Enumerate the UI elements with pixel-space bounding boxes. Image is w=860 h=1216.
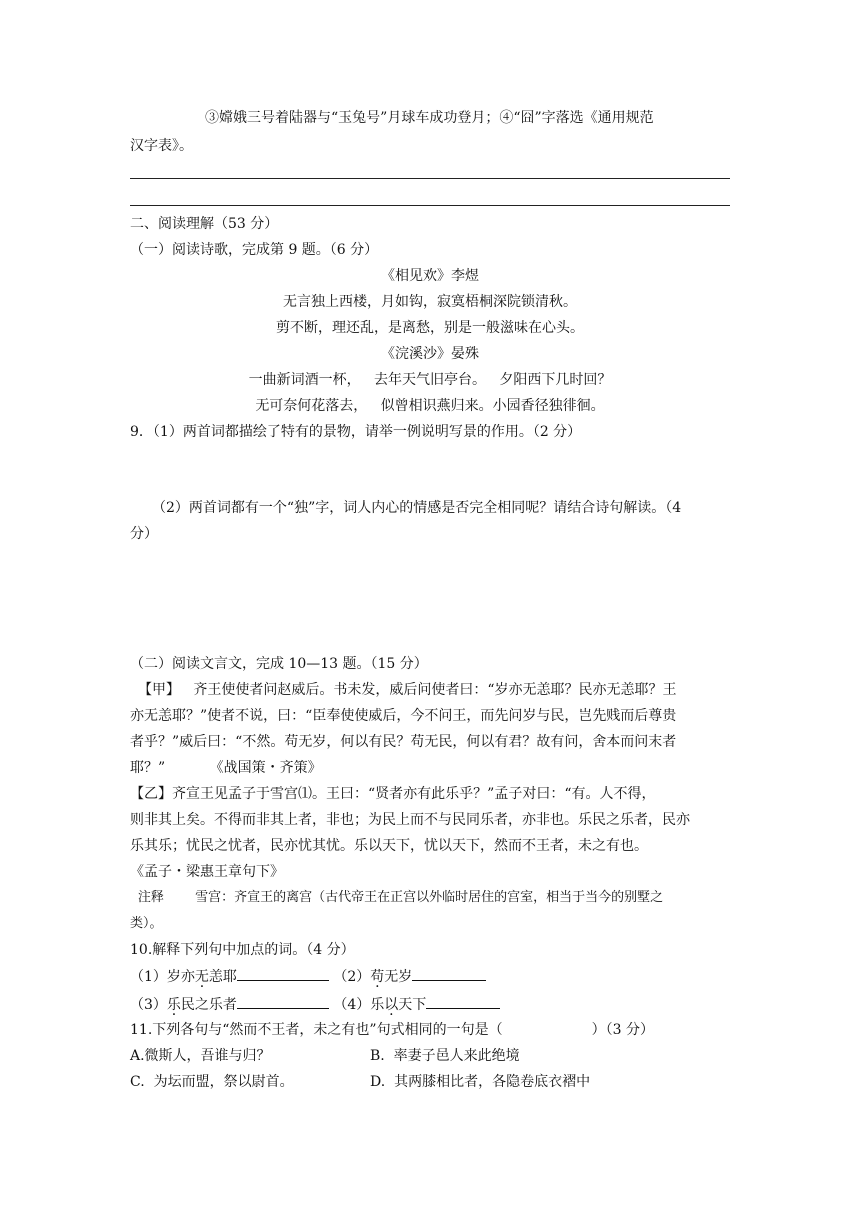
- option-b[interactable]: B. 率妻子邑人来此绝境: [370, 1048, 520, 1064]
- answer-blank[interactable]: [237, 994, 329, 1009]
- poem1-title: 《相见欢》李煜: [381, 268, 479, 284]
- dotted-word: 乐: [166, 997, 181, 1013]
- section-heading: 二、阅读理解（53 分）: [130, 216, 279, 232]
- q10-item-number: （2）: [333, 969, 371, 985]
- q10-item-text: 天下: [398, 997, 427, 1013]
- question-9-1: 9．（1）两首词都描绘了特有的景物，请举一例说明写景的作用。（2 分）: [130, 424, 582, 440]
- answer-blank[interactable]: [426, 994, 500, 1009]
- q10-item-text: 民之乐者: [180, 997, 237, 1013]
- passage-yi-line-2: 则非其上矣。不得而非其上者，非也；为民上而不与民同乐者，亦非也。乐民之乐者，民亦: [130, 812, 690, 828]
- passage-yi-line-4: 《孟子・梁惠王章句下》: [130, 864, 284, 880]
- question-11: 11.下列各句与“然而不王者，未之有也”句式相同的一句是（ ）（3 分）: [130, 1022, 654, 1038]
- passage-jia-line-1: 【甲】 齐王使使者问赵威后。书未发，威后问使者曰：“岁亦无恙耶？民亦无恙耶？王: [138, 682, 677, 698]
- answer-blank[interactable]: [412, 966, 486, 981]
- poem2-line-2: 无可奈何花落去， 似曾相识燕归来。小园香径独徘徊。: [255, 398, 605, 414]
- q10-item-text: 岁亦: [166, 969, 195, 985]
- question-9-2-line-2: 分）: [130, 526, 158, 542]
- answer-line-2: [130, 205, 730, 206]
- question-9-2-line-1: （2）两首词都有一个“独”字，词人内心的情感是否完全相同呢？请结合诗句解读。（4: [152, 500, 682, 516]
- q10-item-number: （3）: [130, 997, 167, 1013]
- intro-line-1: ③嫦娥三号着陆器与“玉兔号”月球车成功登月；④“囧”字落选《通用规范: [205, 110, 654, 126]
- answer-blank[interactable]: [237, 966, 329, 981]
- poem1-line-2: 剪不断，理还乱，是离愁，别是一般滋味在心头。: [276, 320, 584, 336]
- dotted-word: 以: [384, 997, 399, 1013]
- passage-jia-line-3: 者乎？”威后曰：“不然。苟无岁，何以有民？苟无民，何以有君？故有问，舍本而问末者: [130, 734, 677, 750]
- passage-jia-line-2: 亦无恙耶？”使者不说，曰：“臣奉使使威后，今不问王，而先问岁与民，岂先贱而后尊贵: [130, 708, 677, 724]
- intro-line-2: 汉字表》。: [130, 138, 193, 154]
- option-c[interactable]: C. 为坛而盟，祭以尉首。: [130, 1074, 294, 1090]
- poem2-title: 《浣溪沙》晏殊: [381, 346, 479, 362]
- option-a[interactable]: A.微斯人，吾谁与归？: [130, 1048, 271, 1064]
- poem1-line-1: 无言独上西楼，月如钩，寂寞梧桐深院锁清秋。: [283, 294, 577, 310]
- poem2-line-1: 一曲新词酒一杯， 去年天气旧亭台。 夕阳西下几时回？: [248, 372, 612, 388]
- answer-line-1: [130, 178, 730, 179]
- q10-item-number: （1）: [130, 969, 167, 985]
- option-d[interactable]: D. 其两膝相比者，各隐卷底衣褶中: [370, 1074, 591, 1090]
- annotation-line-1: 注释 雪宫：齐宣王的离宫（古代帝王在正宫以外临时居住的宫室，相当于当今的别墅之: [130, 890, 664, 905]
- passage-yi-line-1: 【乙】齐宣王见孟子于雪宫⑴。王曰：“贤者亦有此乐乎？”孟子对曰：“有。人不得，: [130, 786, 656, 802]
- passage-jia-line-4: 耶？” 《战国策・齐策》: [130, 760, 322, 776]
- question-10: 10.解释下列句中加点的词。（4 分）: [130, 942, 355, 958]
- q10-item-number: （4）: [333, 997, 371, 1013]
- part2-heading: （二）阅读文言文，完成 10—13 题。（15 分）: [130, 656, 428, 672]
- q10-item-1: [130, 966, 486, 987]
- annotation-line-2: 类）。: [130, 916, 163, 931]
- q10-item-text: 无岁: [384, 969, 413, 985]
- q10-item-text: 乐: [370, 997, 385, 1013]
- dotted-word: 无: [194, 969, 209, 985]
- passage-yi-line-3: 乐其乐；忧民之忧者，民亦忧其忧。乐以天下，忧以天下，然而不王者，未之有也。: [130, 838, 648, 854]
- q10-item-2: [130, 994, 500, 1015]
- part1-heading: （一）阅读诗歌，完成第 9 题。（6 分）: [130, 242, 379, 258]
- q10-item-text: 恙耶: [208, 969, 237, 985]
- dotted-word: 苟: [370, 969, 385, 985]
